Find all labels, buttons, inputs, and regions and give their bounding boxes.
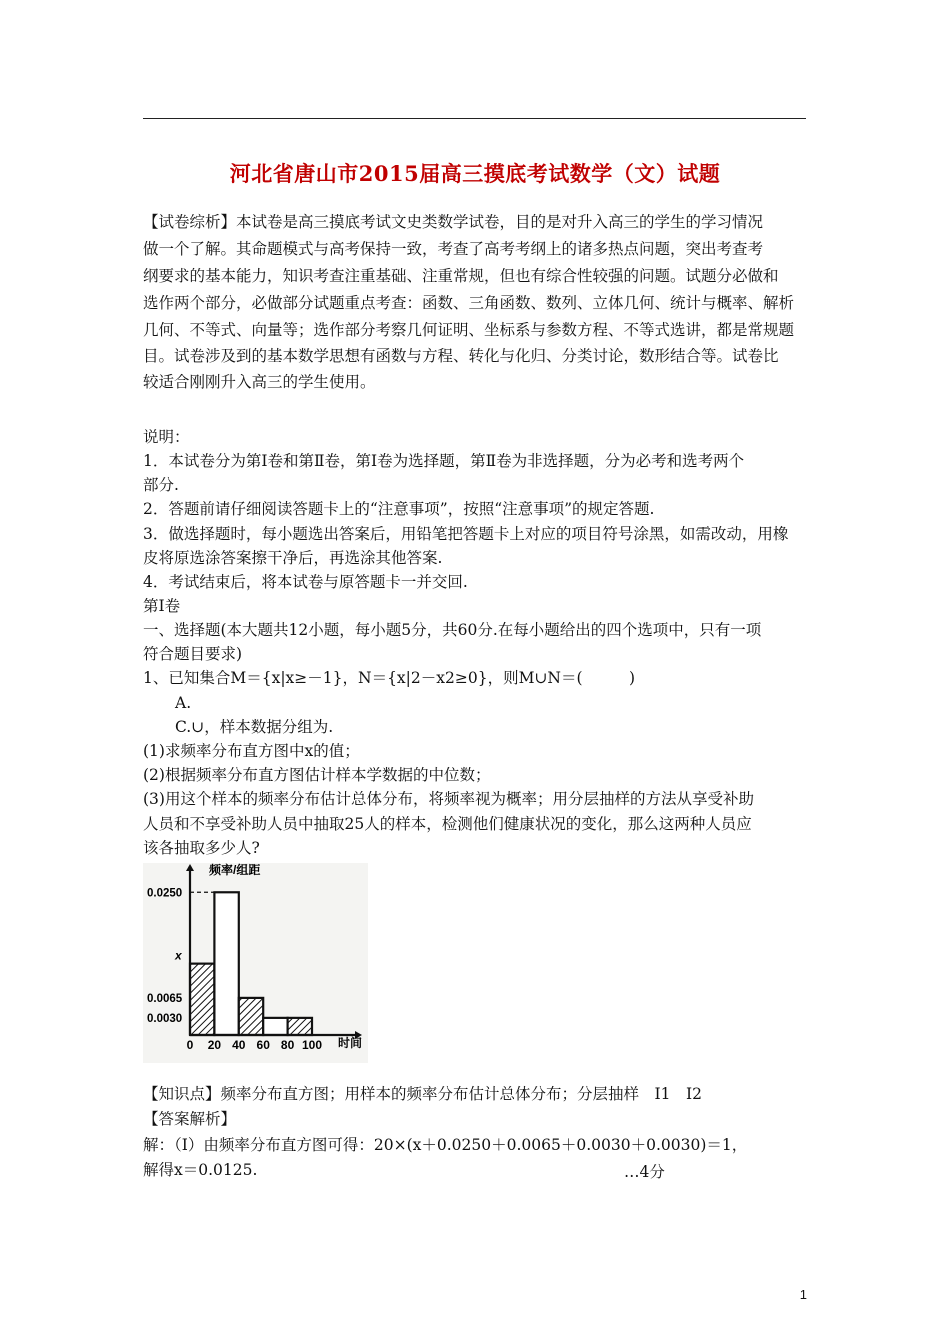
y-tick-label: 0.0250 bbox=[147, 887, 183, 900]
answer-heading: 【答案解析】 bbox=[143, 1110, 237, 1128]
question-line: 该各抽取多少人? bbox=[143, 839, 260, 857]
frequency-histogram bbox=[143, 863, 368, 1063]
page-number: 1 bbox=[799, 1287, 807, 1302]
y-axis-label: 频率/组距 bbox=[209, 863, 261, 877]
knowledge-point: 【知识点】频率分布直方图；用样本的频率分布估计总体分布；分层抽样 I1 I2 bbox=[143, 1085, 702, 1103]
intro-line: 【试卷综析】本试卷是高三摸底考试文史类数学试卷，目的是对升入高三的学生的学习情况 bbox=[143, 213, 764, 231]
solution-line: 解得x＝0.0125. bbox=[143, 1161, 258, 1179]
notes-line: 一、选择题(本大题共12小题，每小题5分，共60分.在每小题给出的四个选项中，只有一项 bbox=[143, 621, 762, 639]
histogram-bar bbox=[288, 1018, 312, 1035]
x-tick-label: 0 bbox=[186, 1038, 194, 1052]
notes-line: 符合题目要求) bbox=[143, 645, 243, 663]
intro-line: 做一个了解。其命题模式与高考保持一致，考查了高考考纲上的诸多热点问题，突出考查考 bbox=[143, 240, 764, 258]
histogram-bar bbox=[214, 892, 238, 1035]
intro-line: 纲要求的基本能力，知识考查注重基础、注重常规，但也有综合性较强的问题。试题分必做和 bbox=[143, 267, 779, 285]
intro-line: 选作两个部分，必做部分试题重点考查：函数、三角函数、数列、立体几何、统计与概率、解析 bbox=[143, 294, 795, 312]
histogram-bar bbox=[263, 1018, 287, 1035]
page-title: 河北省唐山市2015届高三摸底考试数学（文）试题 bbox=[229, 161, 721, 186]
notes-line: 3．做选择题时，每小题选出答案后，用铅笔把答题卡上对应的项目符号涂黑，如需改动，用橡 bbox=[143, 525, 789, 543]
y-tick-label: x bbox=[175, 948, 182, 963]
notes-line: 4．考试结束后，将本试卷与原答题卡一并交回. bbox=[143, 573, 468, 591]
question-line: 1、已知集合M＝{x|x≥－1}，N＝{x|2－x2≥0}，则M∪N＝( ) bbox=[143, 669, 636, 687]
x-axis-label: 时间 bbox=[338, 1036, 363, 1050]
x-tick-label: 20 bbox=[207, 1038, 222, 1052]
option-line: A. bbox=[175, 694, 192, 712]
header-rule bbox=[143, 118, 806, 119]
y-tick-label: 0.0030 bbox=[147, 1012, 183, 1025]
intro-line: 较适合刚刚升入高三的学生使用。 bbox=[143, 373, 376, 391]
notes-line: 1．本试卷分为第Ⅰ卷和第Ⅱ卷，第Ⅰ卷为选择题，第Ⅱ卷为非选择题，分为必考和选考两个 bbox=[143, 452, 745, 470]
histogram-bar bbox=[190, 964, 214, 1035]
x-tick-label: 100 bbox=[301, 1038, 323, 1052]
histogram-bar bbox=[239, 998, 263, 1035]
notes-line: 部分. bbox=[143, 476, 179, 494]
section-heading: 第Ⅰ卷 bbox=[143, 597, 181, 615]
score-mark: …4分 bbox=[624, 1163, 665, 1181]
notes-line: 皮将原选涂答案擦干净后，再选涂其他答案. bbox=[143, 549, 443, 567]
question-line: (1)求频率分布直方图中x的值； bbox=[143, 742, 360, 760]
notes-line: 2．答题前请仔细阅读答题卡上的“注意事项”，按照“注意事项”的规定答题. bbox=[143, 500, 655, 518]
intro-line: 目。试卷涉及到的基本数学思想有函数与方程、转化与化归、分类讨论，数形结合等。试卷比 bbox=[143, 347, 779, 365]
notes-line: 说明： bbox=[143, 428, 190, 446]
x-tick-label: 60 bbox=[256, 1038, 270, 1052]
y-tick-label: 0.0065 bbox=[147, 992, 183, 1005]
question-line: 人员和不享受补助人员中抽取25人的样本，检测他们健康状况的变化，那么这两种人员应 bbox=[143, 815, 752, 833]
x-tick-label: 80 bbox=[280, 1038, 295, 1052]
intro-line: 几何、不等式、向量等；选作部分考察几何证明、坐标系与参数方程、不等式选讲，都是常规题 bbox=[143, 321, 795, 339]
question-line: (3)用这个样本的频率分布估计总体分布，将频率视为概率；用分层抽样的方法从享受补助 bbox=[143, 790, 754, 808]
solution-line: 解：（Ⅰ）由频率分布直方图可得：20×(x＋0.0250＋0.0065＋0.0030＋0.0030)＝1， bbox=[143, 1136, 748, 1154]
option-line: C.∪，样本数据分组为. bbox=[175, 718, 334, 736]
question-line: (2)根据频率分布直方图估计样本学数据的中位数； bbox=[143, 766, 491, 784]
x-tick-label: 40 bbox=[232, 1038, 246, 1052]
